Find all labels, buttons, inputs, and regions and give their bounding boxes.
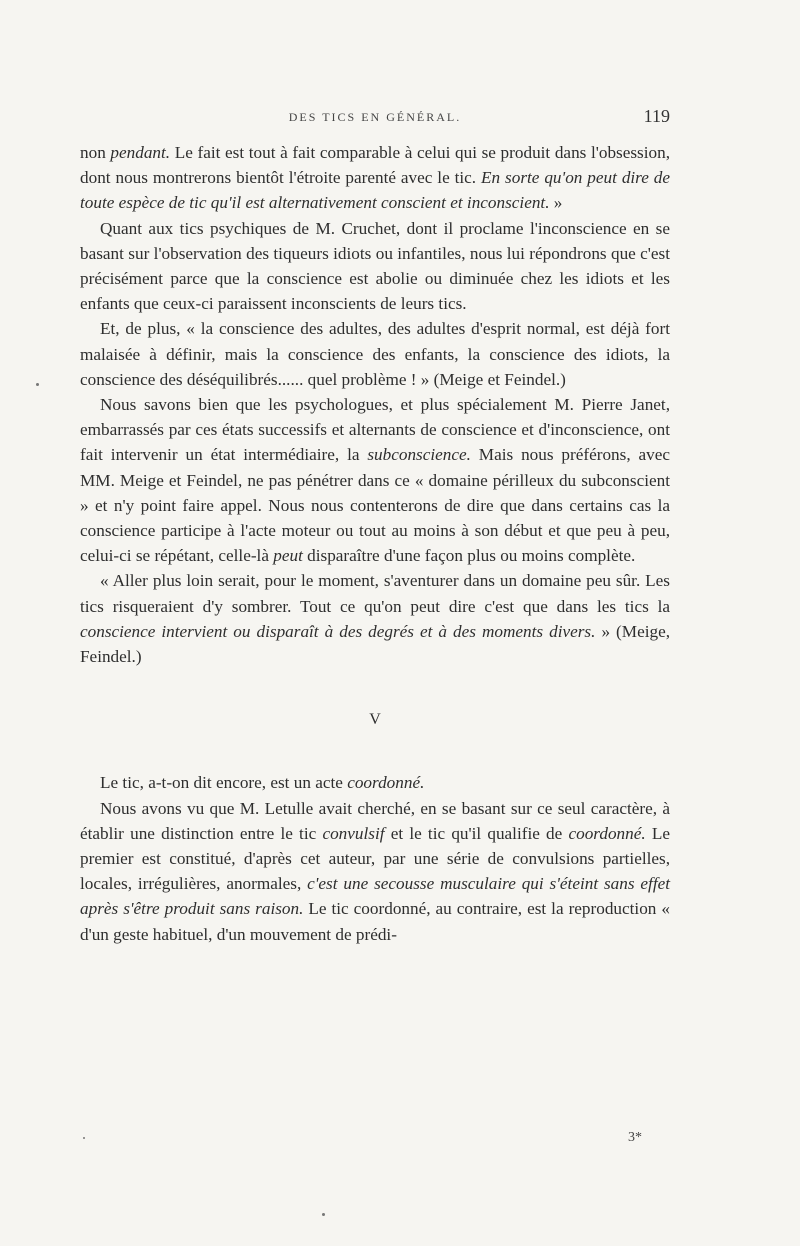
italic-run: pendant. (110, 143, 171, 162)
signature-mark: 3* (628, 1130, 642, 1145)
italic-run: coordonné. (568, 823, 646, 843)
text-run: « Aller plus loin serait, pour le moment, s'aventurer dans un domaine peu sûr. Les tics risqueraient d'y sombrer. Tout ce qu'on peut dire c'est que dans les tics la (80, 571, 670, 616)
text-run: Mais nous préférons, avec MM. Meige et Feindel, ne pas pénétrer dans ce « domaine périlleux du subconscient » et n'y point faire appel. Nous nous contenterons de dire que dans certains cas la conscience participe à l'acte moteur ou tout au moins à son début et que peu à peu, celui-ci se répétant, celle-là (80, 445, 670, 566)
running-title: DES TICS EN GÉNÉRAL. (288, 110, 462, 124)
paragraph-7 (80, 796, 670, 947)
paragraph-3: Et, de plus, « la conscience des adultes, des adultes d'esprit normal, est déjà fort malaisée à définir, mais la conscience des enfants, la conscience des idiots, la conscience des déséquilibrés...... quel problème ! » (Meige et Feindel.) (80, 319, 670, 389)
text-run: Le premier est constitué, d'après cet auteur, par une série de convulsions partielles, locales, irrégulières, anormales, (80, 823, 670, 894)
text-run: non (80, 143, 111, 162)
italic-run: convulsif (322, 823, 385, 843)
paragraph-5 (80, 568, 670, 669)
italic-run: coordonné. (347, 773, 425, 793)
text-run: disparaître d'une façon plus ou moins complète. (302, 546, 636, 566)
page-number: 119 (643, 106, 670, 126)
section-numeral: V (369, 711, 381, 729)
page-header (80, 106, 670, 132)
italic-run: conscience intervient ou disparaît à des degrés et à des moments divers. (80, 621, 596, 641)
text-run: Le fait est tout à fait comparable à celui qui se produit dans l'obsession, dont nous montrerons bientôt l'étroite parenté avec le tic. (80, 143, 670, 188)
paper-speck (36, 383, 39, 386)
paragraph-6 (80, 770, 670, 795)
paper-speck (322, 1213, 325, 1216)
text-run: » (549, 193, 563, 213)
text-run: Le tic, a-t-on dit encore, est un acte (100, 773, 348, 793)
paper-speck (83, 1137, 85, 1139)
italic-run: subconscience. (367, 445, 471, 465)
text-run: Nous avons vu que M. Letulle avait cherché, en se basant sur ce seul caractère, à établir une distinction entre le tic (80, 798, 670, 843)
body-text (80, 140, 670, 947)
italic-run: c'est une secousse musculaire qui s'éteint sans effet après s'être produit sans raison. (80, 874, 670, 919)
italic-run: peut (273, 546, 303, 566)
text-run: et le tic qu'il qualifie de (384, 823, 569, 843)
italic-run: En sorte qu'on peut dire de toute espèce de tic qu'il est alternativement conscient et inconscient. (80, 168, 671, 213)
text-run: Nous savons bien que les psychologues, et plus spécialement M. Pierre Janet, embarrassés par ces états successifs et alternants de conscience et d'inconscience, ont fait intervenir un état intermédiaire, la (80, 395, 670, 465)
text-run: » (Meige, Feindel.) (80, 621, 670, 667)
paragraph-4 (80, 392, 670, 568)
text-run: Le tic coordonné, au contraire, est la reproduction « d'un geste habituel, d'un mouvement de prédi- (80, 899, 670, 944)
paragraph-2: Quant aux tics psychiques de M. Cruchet, dont il proclame l'inconscience en se basant sur l'observation des tiqueurs idiots ou infantiles, nous lui répondrons que c'est précisément parce que la conscience est abolie ou diminuée chez les idiots et les enfants que ceux-ci paraissent inconscients de leurs tics. (80, 218, 670, 314)
paragraph-1 (80, 140, 670, 216)
